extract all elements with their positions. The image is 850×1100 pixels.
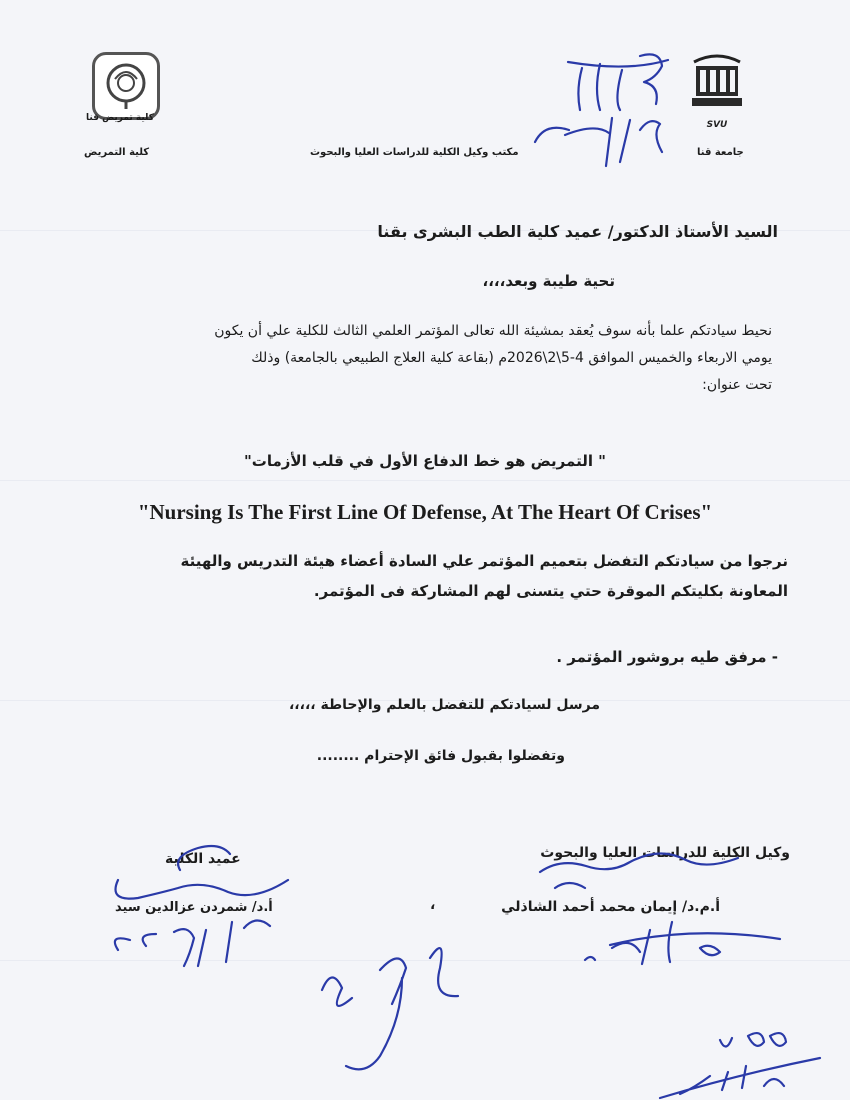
handwritten-date-header (535, 118, 662, 166)
faculty-label: كلية التمريض (84, 147, 150, 158)
handwritten-registration-number (568, 54, 668, 110)
dean-name: أ.د/ شمردن عزالدين سيد (115, 900, 273, 915)
closing-line: وتفضلوا بقبول فائق الإحترام ........ (316, 748, 565, 764)
signature-vice-dean (540, 853, 738, 888)
request-line: المعاونة بكليتكم الموقرة حتي يتسنى لهم المشاركة فى المؤتمر. (313, 582, 788, 600)
handwritten-date-right (585, 922, 780, 964)
attachment-note: - مرفق طيه بروشور المؤتمر . (556, 648, 778, 666)
handwritten-date-left (115, 920, 270, 966)
university-label: جامعة قنا (697, 147, 744, 158)
handwritten-annotation (322, 948, 458, 1069)
university-logo-caption: SVU (706, 120, 728, 130)
body-line: نحيط سيادتكم علما بأنه سوف يُعقد بمشيئة الله تعالى المؤتمر العلمي الثالث للكلية علي أن يكون (214, 323, 772, 339)
body-line: تحت عنوان: (702, 377, 772, 393)
greeting: تحية طيبة وبعد،،،، (482, 272, 615, 290)
body-line: يومي الاربعاء والخميس الموافق 4-5\2\2026م (بقاعة كلية العلاج الطبيعي بالجامعة) وذلك (251, 350, 772, 366)
conference-title-arabic: " التمريض هو خط الدفاع الأول في قلب الأزمات" (243, 452, 606, 470)
signature-dean (116, 846, 289, 899)
office-label: مكتب وكيل الكلية للدراسات العليا والبحوث (310, 147, 519, 158)
salutation: السيد الأستاذ الدكتور/ عميد كلية الطب البشرى بقنا (377, 222, 778, 241)
vice-dean-name: أ.م.د/ إيمان محمد أحمد الشاذلي (501, 899, 720, 915)
dean-title: عميد الكلية (165, 851, 241, 867)
conference-title-english: "Nursing Is The First Line Of Defense, At The Heart Of Crises" (137, 500, 713, 524)
request-line: نرجوا من سيادتكم التفضل بتعميم المؤتمر علي السادة أعضاء هيئة التدريس والهيئة (180, 552, 788, 570)
separator-mark: ، (430, 897, 436, 913)
handwritten-date-bottom (660, 1058, 820, 1098)
vice-dean-title: وكيل الكلية للدراسات العليا والبحوث (540, 845, 790, 861)
handwritten-number-bottom (720, 1033, 786, 1046)
nursing-logo-caption: كلية تمريض قنا (86, 113, 154, 123)
sent-note: مرسل لسيادتكم للتفضل بالعلم والإحاطة ،،،،، (288, 697, 600, 713)
